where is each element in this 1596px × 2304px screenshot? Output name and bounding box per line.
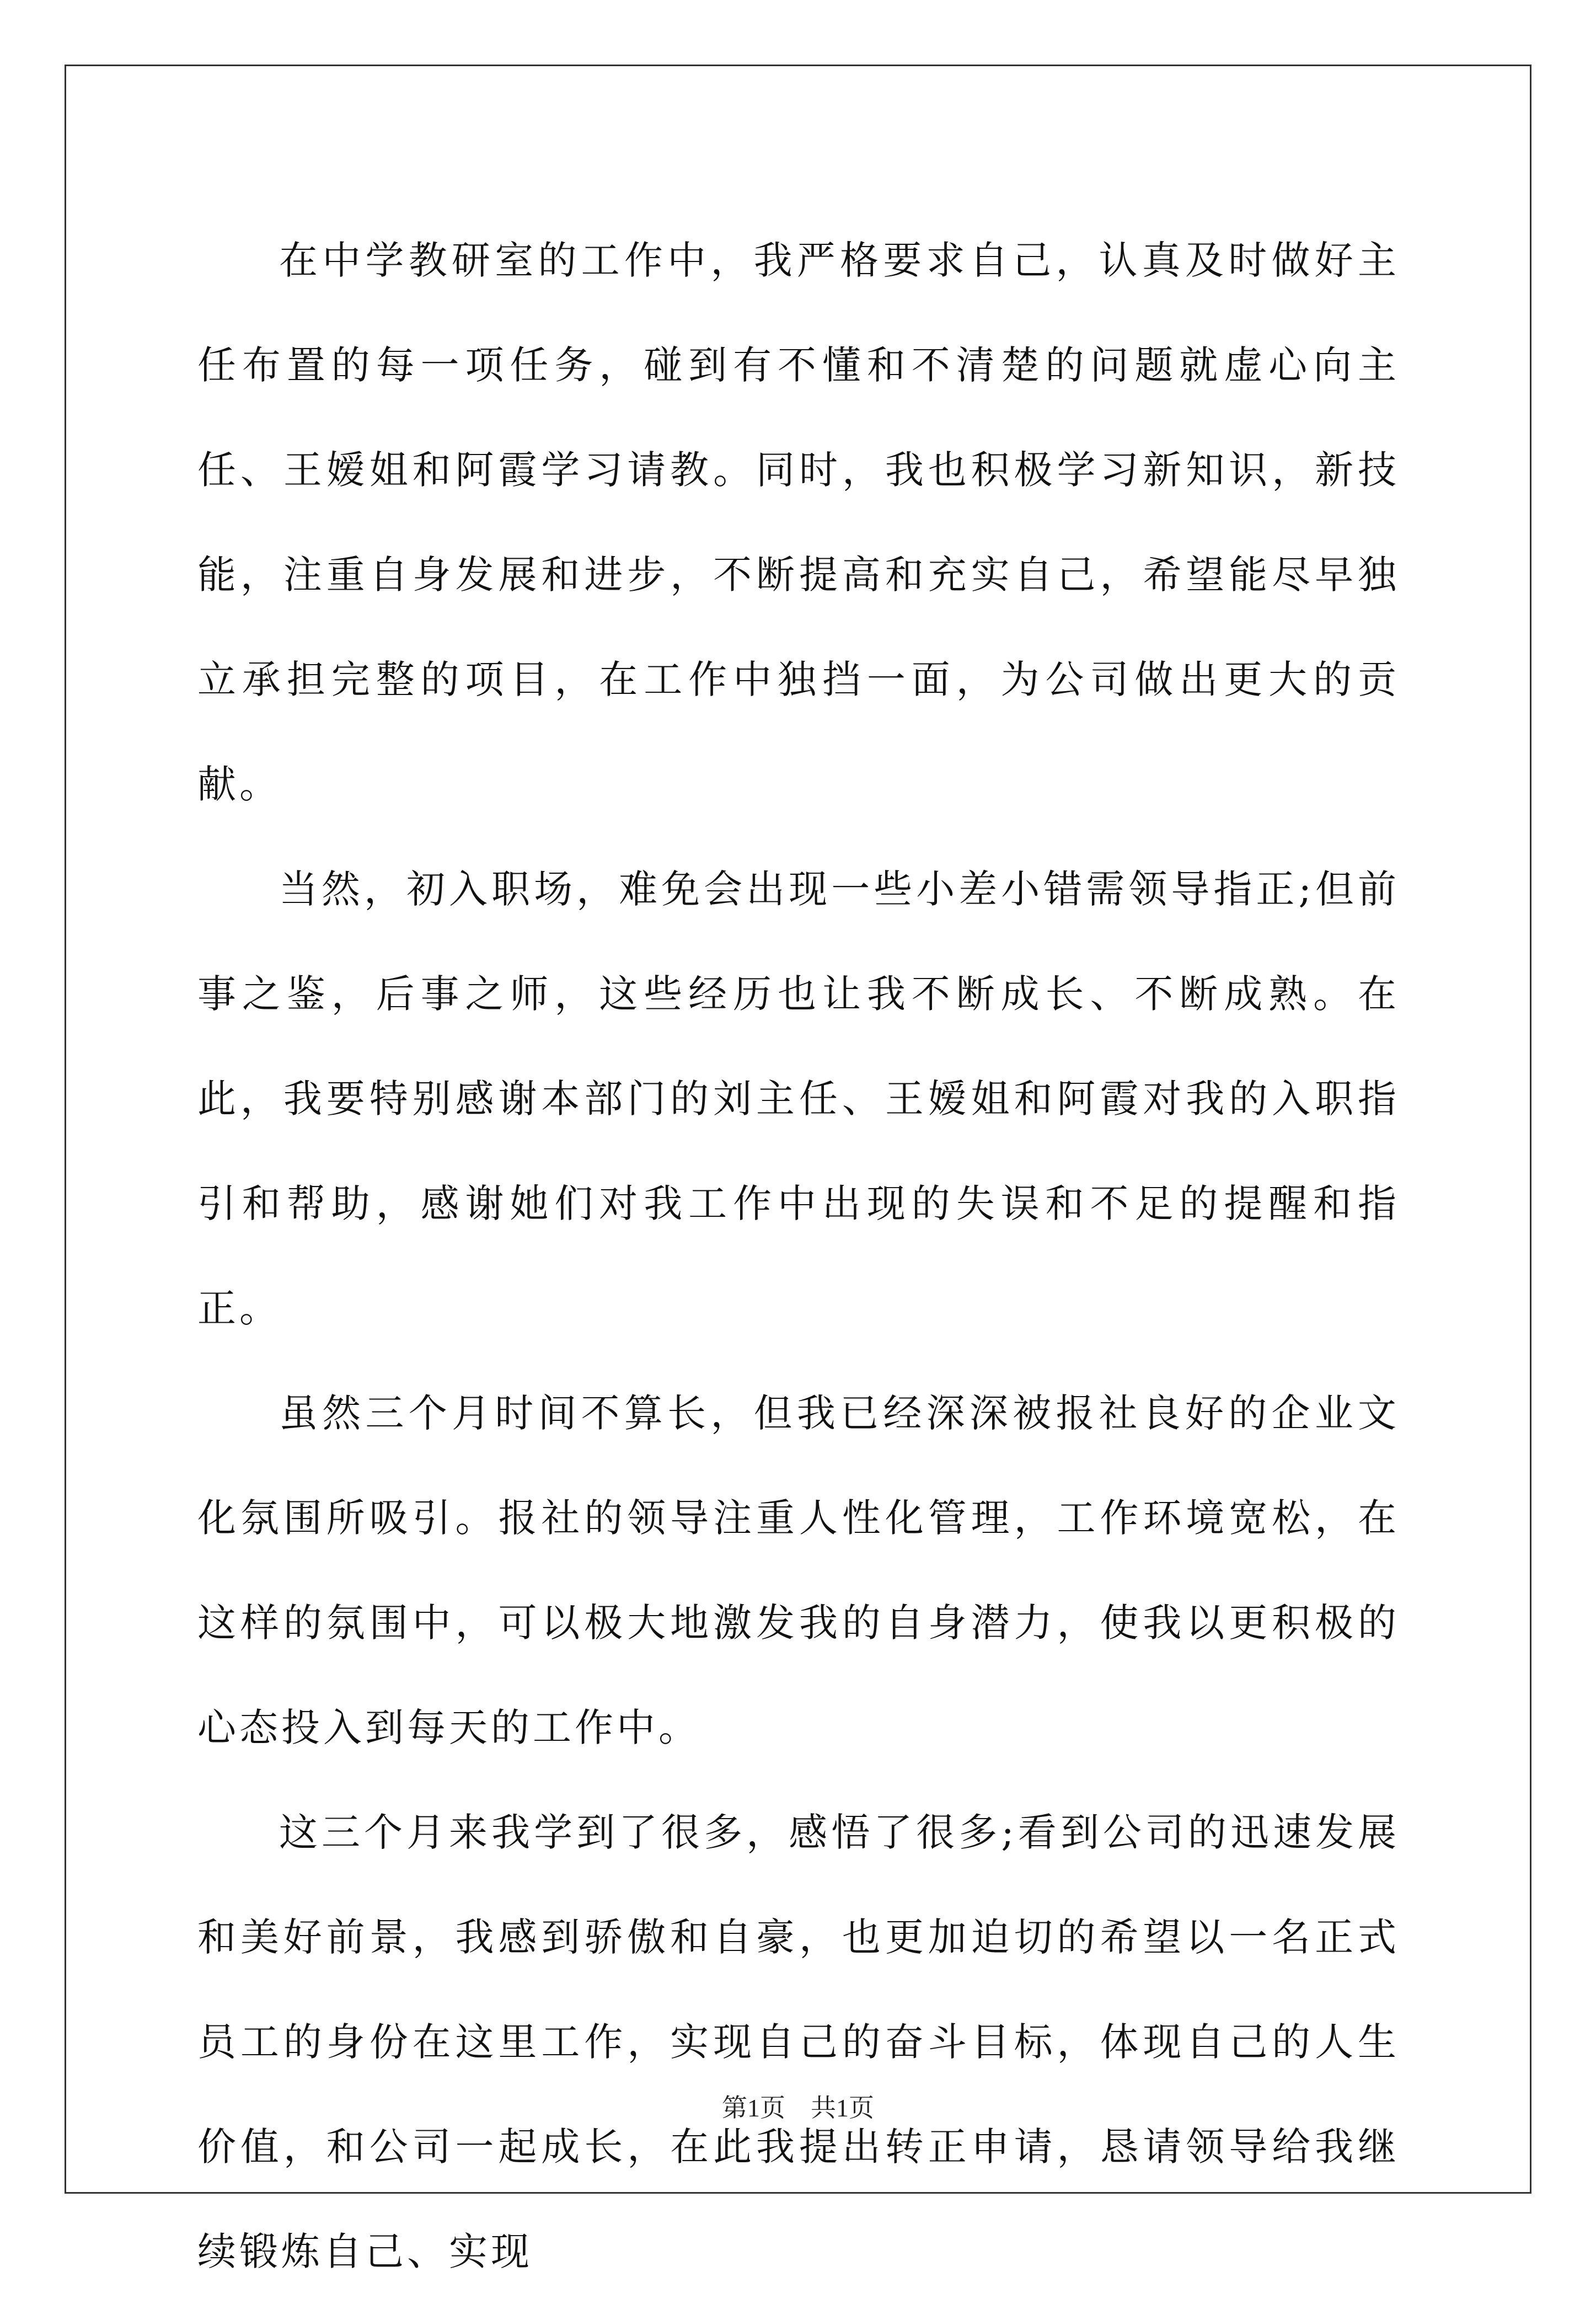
paragraph-3: 虽然三个月时间不算长，但我已经深深被报社良好的企业文化氛围所吸引。报社的领导注重人性化管理，工作环境宽松，在这样的氛围中，可以极大地激发我的自身潜力，使我以更积极的心态投入到每天的工作中。 [197,1391,1400,1750]
paragraph-1: 在中学教研室的工作中，我严格要求自己，认真及时做好主任布置的每一项任务，碰到有不懂和不清楚的问题就虚心向主任、王嫒姐和阿霞学习请教。同时，我也积极学习新知识，新技能，注重自身发展和进步，不断提高和充实自己，希望能尽早独立承担完整的项目，在工作中独挡一面，为公司做出更大的贡献。 [197,238,1400,807]
paragraph-2: 当然，初入职场，难免会出现一些小差小错需领导指正;但前事之鉴，后事之师，这些经历也让我不断成长、不断成熟。在此，我要特别感谢本部门的刘主任、王嫒姐和阿霞对我的入职指引和帮助，感谢她们对我工作中出现的失误和不足的提醒和指正。 [197,867,1400,1331]
document-body [197,208,1400,2304]
page-footer: 第1页 共1页 [722,2094,874,2122]
paragraph-4: 这三个月来我学到了很多，感悟了很多;看到公司的迅速发展和美好前景，我感到骄傲和自豪，也更加迫切的希望以一名正式员工的身份在这里工作，实现自己的奋斗目标，体现自己的人生价值，和公司一起成长，在此我提出转正申请，恳请领导给我继续锻炼自己、实现 [197,1810,1400,2274]
